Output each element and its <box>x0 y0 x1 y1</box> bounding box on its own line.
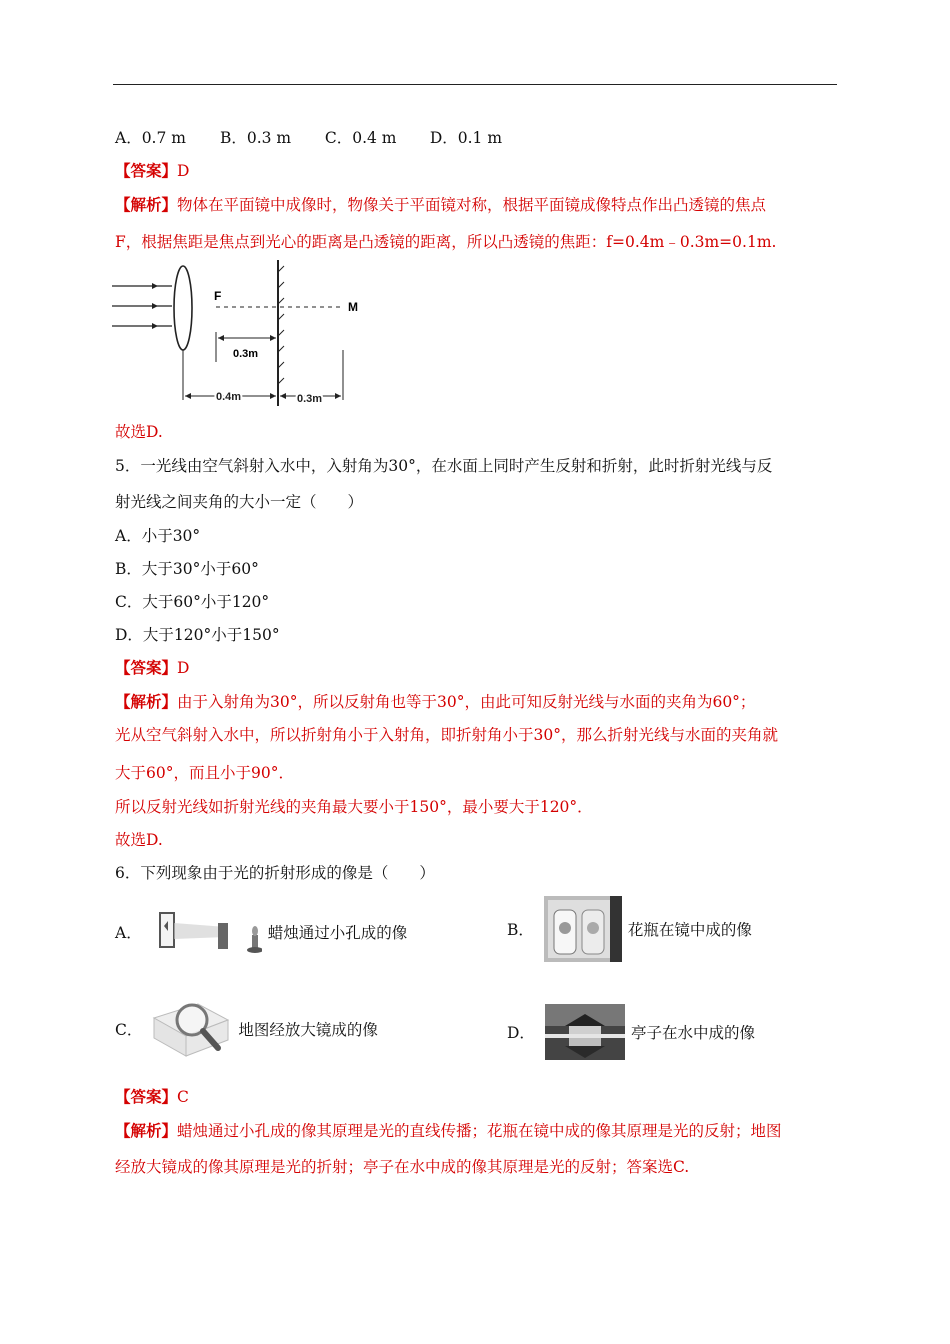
q6-answer <box>115 1087 189 1107</box>
analysis-text: 由于入射角为30°，所以反射角也等于30°，由此可知反射光线与水面的夹角为60°； <box>177 693 756 711</box>
q4-conclusion: 故选D. <box>115 423 163 441</box>
q5-stem-line1: 5．一光线由空气斜射入水中，入射角为30°，在水面上同时产生反射和折射，此时折射光线与反 <box>115 457 773 475</box>
option-text: 亭子在水中成的像 <box>630 1024 755 1042</box>
dim-arrow <box>270 393 276 399</box>
q5-option-d: D．大于120°小于150° <box>115 626 280 644</box>
answer-value: D <box>177 162 190 180</box>
map-magnifier-image <box>152 1000 232 1058</box>
q5-analysis-line4: 所以反射光线如折射光线的夹角最大要小于150°，最小要大于120°． <box>115 798 593 816</box>
answer-tag: 【答案】 <box>115 658 178 677</box>
option-letter: D． <box>507 1024 535 1042</box>
screen <box>160 913 174 947</box>
q4-option-b: B．0.3 m <box>219 129 292 147</box>
pavilion-reflection-image <box>545 1004 625 1060</box>
answer-tag: 【答案】 <box>115 1087 178 1106</box>
option-letter: B． <box>507 921 534 939</box>
q4-answer <box>115 161 189 181</box>
q6-analysis-line2: 经放大镜成的像其原理是光的折射；亭子在水中成的像其原理是光的反射；答案选C. <box>115 1158 690 1176</box>
label-m: M <box>348 300 358 314</box>
vase-mirror-image <box>544 896 622 962</box>
dim-arrow <box>270 335 276 341</box>
vase-pattern <box>559 922 571 934</box>
q6-option-a <box>115 905 407 959</box>
option-text: 地图经放大镜成的像 <box>238 1021 378 1039</box>
dim-label-04: 0.4m <box>216 391 242 403</box>
answer-tag: 【答案】 <box>115 161 178 180</box>
q6-option-d <box>507 1004 755 1060</box>
q4-option-d: D．0.1 m <box>429 129 503 147</box>
pavilion-body <box>569 1026 601 1034</box>
pinhole-board <box>218 923 228 949</box>
q4-analysis-line1 <box>115 195 766 215</box>
mirror-frame <box>610 896 622 962</box>
q4-analysis-line2: F，根据焦距是焦点到光心的距离是凸透镜的距离，所以凸透镜的焦距：f=0.4m﹣0.3m=0.1m. <box>115 233 777 251</box>
analysis-tag: 【解析】 <box>115 1121 178 1140</box>
q5-conclusion: 故选D. <box>115 831 163 849</box>
q6-stem: 6．下列现象由于光的折射形成的像是（ ） <box>115 864 435 882</box>
dim-arrow <box>185 393 191 399</box>
dim-label-03-bottom: 0.3m <box>297 393 323 405</box>
q6-option-b <box>507 896 752 962</box>
header-rule <box>113 84 837 85</box>
pavilion-reflection <box>569 1038 601 1046</box>
candle-base <box>247 947 262 953</box>
q5-option-c: C．大于60°小于120° <box>115 593 270 611</box>
dim-arrow <box>280 393 286 399</box>
ray-arrow-2 <box>152 303 158 309</box>
q5-answer <box>115 658 189 678</box>
answer-value: D <box>177 659 190 677</box>
lens-mirror-diagram <box>110 258 370 408</box>
q6-option-c <box>115 1000 378 1058</box>
q5-analysis-line2: 光从空气斜射入水中，所以折射角小于入射角，即折射角小于30°，那么折射光线与水面的夹角就 <box>115 726 778 744</box>
q5-stem-line2: 射光线之间夹角的大小一定（ ） <box>115 493 364 511</box>
dim-arrow <box>335 393 341 399</box>
label-f: F <box>214 289 222 303</box>
dim-label-03-top: 0.3m <box>233 348 259 360</box>
ray-arrow-3 <box>152 323 158 329</box>
q5-option-b: B．大于30°小于60° <box>115 560 259 578</box>
q4-options <box>115 128 502 148</box>
q4-option-a: A．0.7 m <box>115 129 186 147</box>
waterline <box>545 1034 625 1038</box>
answer-value: C <box>177 1088 189 1106</box>
convex-lens <box>174 266 192 350</box>
q5-analysis-line3: 大于60°，而且小于90°． <box>115 764 294 782</box>
flame <box>252 926 258 936</box>
ray-arrow-1 <box>152 283 158 289</box>
reflection-pattern <box>587 922 599 934</box>
analysis-text: 物体在平面镜中成像时，物像关于平面镜对称，根据平面镜成像特点作出凸透镜的焦点 <box>177 196 767 214</box>
q5-analysis-line1 <box>115 692 755 712</box>
pinhole-candle-image <box>152 905 262 959</box>
option-text: 花瓶在镜中成的像 <box>627 921 752 939</box>
option-text: 蜡烛通过小孔成的像 <box>267 924 408 942</box>
dim-arrow <box>218 335 224 341</box>
q4-option-c: C．0.4 m <box>324 129 397 147</box>
option-letter: A． <box>115 924 142 942</box>
q6-analysis-line1 <box>115 1121 782 1141</box>
analysis-tag: 【解析】 <box>115 195 178 214</box>
option-letter: C． <box>115 1021 143 1039</box>
analysis-tag: 【解析】 <box>115 692 178 711</box>
analysis-text: 蜡烛通过小孔成的像其原理是光的直线传播；花瓶在镜中成的像其原理是光的反射；地图 <box>177 1122 782 1140</box>
candle <box>252 935 258 949</box>
q5-option-a: A．小于30° <box>115 527 201 545</box>
